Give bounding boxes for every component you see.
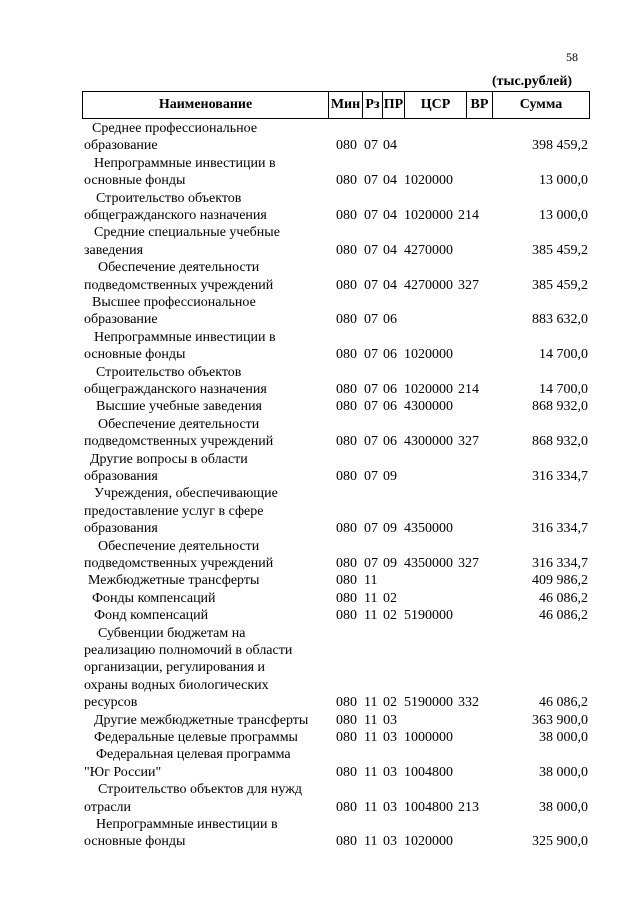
row-name-line: Другие вопросы в области (90, 451, 248, 467)
row-rz: 07 (364, 434, 378, 450)
row-pr: 02 (383, 590, 397, 606)
row-pr: 03 (383, 712, 397, 728)
table-row (0, 590, 640, 607)
row-min: 080 (336, 277, 357, 293)
row-name (84, 572, 334, 589)
header-min: Мин (329, 92, 363, 118)
row-min: 080 (336, 555, 357, 571)
row-name-line: заведения (84, 242, 144, 258)
row-name (84, 746, 334, 781)
table-row (0, 485, 640, 537)
row-sum: 38 000,0 (539, 764, 588, 780)
row-name (84, 781, 334, 816)
row-min: 080 (336, 138, 357, 154)
row-pr: 02 (383, 695, 397, 711)
row-csr: 4350000 (404, 521, 453, 537)
row-rz: 11 (364, 730, 378, 745)
row-min: 080 (336, 730, 357, 745)
row-sum: 363 900,0 (532, 712, 588, 728)
row-name (84, 712, 334, 729)
row-name-line: Непрограммные инвестиции в (94, 329, 276, 345)
row-name-line: Федеральная целевая программа (96, 747, 291, 763)
row-name-line: образование (84, 312, 158, 328)
row-name-line: отрасли (84, 799, 132, 815)
table-row (0, 364, 640, 399)
row-pr: 09 (383, 468, 397, 484)
row-name-line: Непрограммные инвестиции в (96, 817, 278, 832)
row-name-line: Среднее профессиональное (92, 121, 258, 136)
row-sum: 385 459,2 (532, 277, 588, 293)
table-row (0, 729, 640, 746)
row-name-line: образования (84, 469, 158, 484)
row-name-line: ресурсов (84, 695, 138, 711)
row-pr: 03 (383, 730, 397, 745)
row-name-line: основные фонды (84, 834, 186, 850)
row-rz: 07 (364, 277, 378, 293)
row-name-line: общегражданского назначения (84, 208, 267, 223)
row-pr: 03 (383, 799, 397, 815)
row-csr: 4300000 (404, 399, 453, 415)
row-name-line: Федеральные целевые программы (94, 730, 298, 745)
table-row (0, 746, 640, 781)
row-name-line: основные фонды (84, 347, 186, 363)
row-name-line: Обеспечение деятельности (98, 416, 260, 432)
row-sum: 38 000,0 (539, 799, 588, 815)
table-row (0, 190, 640, 225)
row-name (84, 259, 334, 294)
row-name (84, 538, 334, 573)
table-row (0, 572, 640, 589)
row-vr: 214 (458, 381, 479, 397)
table-row (0, 120, 640, 155)
row-csr: 4350000 (404, 555, 453, 571)
table-row (0, 416, 640, 451)
row-name-line: образования (84, 521, 158, 537)
table-row (0, 781, 640, 816)
row-pr: 06 (383, 381, 397, 397)
row-rz: 11 (364, 695, 378, 711)
row-name (84, 329, 334, 364)
row-rz: 07 (364, 521, 378, 537)
table-row (0, 816, 640, 851)
row-min: 080 (336, 712, 357, 728)
row-name-line: Фонд компенсаций (94, 608, 209, 624)
row-name-line: Строительство объектов (96, 190, 242, 206)
units-label: (тыс.рублей) (492, 74, 573, 89)
header-vr: ВР (467, 92, 493, 118)
table-row (0, 712, 640, 729)
row-name-line: общегражданского назначения (84, 382, 267, 397)
row-csr: 1004800 (404, 799, 453, 815)
row-pr: 06 (383, 399, 397, 415)
row-name-line: Непрограммные инвестиции в (94, 155, 276, 171)
row-sum: 868 932,0 (532, 434, 588, 450)
table-row (0, 607, 640, 624)
row-min: 080 (336, 573, 357, 589)
row-name-line: Межбюджетные трансферты (88, 573, 260, 589)
row-sum: 46 086,2 (539, 608, 588, 624)
table-row (0, 625, 640, 712)
table-row (0, 329, 640, 364)
row-pr: 06 (383, 347, 397, 363)
row-name (84, 155, 334, 190)
row-csr: 1020000 (404, 207, 453, 223)
row-min: 080 (336, 521, 357, 537)
table-row (0, 538, 640, 573)
header-pr: ПР (383, 92, 405, 118)
row-sum: 385 459,2 (532, 242, 588, 258)
row-vr: 327 (458, 277, 479, 293)
row-sum: 14 700,0 (539, 347, 588, 363)
row-vr: 214 (458, 207, 479, 223)
row-sum: 868 932,0 (532, 399, 588, 415)
row-name-line: подведомственных учреждений (84, 434, 274, 450)
table-row (0, 451, 640, 486)
row-name (84, 224, 334, 259)
row-sum: 46 086,2 (539, 695, 588, 711)
row-csr: 1020000 (404, 381, 453, 397)
row-name (84, 416, 334, 451)
row-csr: 1020000 (404, 834, 453, 850)
row-pr: 09 (383, 521, 397, 537)
header-csr: ЦСР (405, 92, 467, 118)
row-sum: 316 334,7 (532, 521, 588, 537)
row-vr: 213 (458, 799, 479, 815)
row-name (84, 816, 334, 851)
row-min: 080 (336, 799, 357, 815)
row-name-line: Строительство объектов для нужд (98, 782, 303, 798)
row-rz: 07 (364, 242, 378, 258)
row-sum: 325 900,0 (532, 834, 588, 850)
row-rz: 07 (364, 207, 378, 223)
row-name (84, 398, 334, 415)
row-rz: 07 (364, 173, 378, 189)
row-min: 080 (336, 312, 357, 328)
table-row (0, 155, 640, 190)
row-csr: 4270000 (404, 242, 453, 258)
row-sum: 13 000,0 (539, 207, 588, 223)
row-vr: 327 (458, 555, 479, 571)
row-csr: 4270000 (404, 277, 453, 293)
row-name-line: подведомственных учреждений (84, 556, 274, 571)
row-min: 080 (336, 173, 357, 189)
row-sum: 409 986,2 (532, 573, 588, 589)
header-rz: Рз (363, 92, 383, 118)
row-pr: 04 (383, 138, 397, 154)
row-min: 080 (336, 207, 357, 223)
row-csr: 5190000 (404, 695, 453, 711)
row-pr: 06 (383, 312, 397, 328)
row-sum: 46 086,2 (539, 590, 588, 606)
row-name-line: Учреждения, обеспечивающие (94, 486, 278, 502)
row-min: 080 (336, 608, 357, 624)
row-name-line: основные фонды (84, 173, 186, 189)
row-pr: 04 (383, 207, 397, 223)
row-sum: 398 459,2 (532, 138, 588, 154)
row-name-line: Субвенции бюджетам на (98, 625, 246, 641)
row-rz: 07 (364, 347, 378, 363)
row-name-line: Строительство объектов (96, 364, 242, 380)
row-rz: 11 (364, 764, 378, 780)
row-name-line: Другие межбюджетные трансферты (94, 712, 309, 728)
row-name (84, 590, 334, 607)
row-min: 080 (336, 695, 357, 711)
row-rz: 07 (364, 468, 378, 484)
row-name (84, 364, 334, 399)
row-rz: 07 (364, 399, 378, 415)
row-name-line: организации, регулирования и (84, 660, 266, 676)
row-min: 080 (336, 834, 357, 850)
header-name: Наименование (83, 92, 329, 118)
row-name-line: Фонды компенсаций (92, 590, 216, 606)
row-name (84, 190, 334, 225)
row-name (84, 625, 334, 712)
row-pr: 06 (383, 434, 397, 450)
row-csr: 4300000 (404, 434, 453, 450)
row-name (84, 120, 334, 155)
row-name (84, 294, 334, 329)
row-csr: 5190000 (404, 608, 453, 624)
row-rz: 07 (364, 138, 378, 154)
row-min: 080 (336, 399, 357, 415)
row-name (84, 485, 334, 537)
row-rz: 11 (364, 834, 378, 850)
row-vr: 327 (458, 434, 479, 450)
row-pr: 03 (383, 764, 397, 780)
row-min: 080 (336, 242, 357, 258)
row-csr: 1020000 (404, 347, 453, 363)
row-name-line: Обеспечение деятельности (98, 538, 260, 554)
row-name-line: "Юг России" (84, 764, 162, 780)
row-name-line: образование (84, 138, 158, 154)
row-rz: 11 (364, 573, 378, 589)
row-name-line: Высшие учебные заведения (96, 399, 262, 415)
row-name-line: предоставление услуг в сфере (84, 503, 264, 519)
table-row (0, 398, 640, 415)
row-csr: 1000000 (404, 730, 453, 745)
row-min: 080 (336, 434, 357, 450)
row-sum: 883 632,0 (532, 312, 588, 328)
row-name-line: подведомственных учреждений (84, 277, 274, 293)
table-row (0, 294, 640, 329)
row-min: 080 (336, 347, 357, 363)
row-vr: 332 (458, 695, 479, 711)
row-name (84, 729, 334, 746)
header-sum: Сумма (519, 97, 563, 112)
row-sum: 13 000,0 (539, 173, 588, 189)
row-pr: 04 (383, 173, 397, 189)
row-rz: 07 (364, 381, 378, 397)
row-rz: 07 (364, 555, 378, 571)
row-sum: 38 000,0 (539, 730, 588, 745)
row-pr: 03 (383, 834, 397, 850)
row-rz: 11 (364, 712, 378, 728)
table-row (0, 224, 640, 259)
row-rz: 11 (364, 590, 378, 606)
row-pr: 04 (383, 242, 397, 258)
table-row (0, 259, 640, 294)
row-sum: 316 334,7 (532, 468, 588, 484)
row-name-line: реализацию полномочий в области (84, 643, 293, 658)
row-min: 080 (336, 590, 357, 606)
row-pr: 09 (383, 555, 397, 571)
row-pr: 04 (383, 277, 397, 293)
row-name (84, 451, 334, 486)
row-rz: 07 (364, 312, 378, 328)
row-name-line: Обеспечение деятельности (98, 260, 260, 276)
row-csr: 1020000 (404, 173, 453, 189)
row-sum: 14 700,0 (539, 381, 588, 397)
row-name-line: Средние специальные учебные (94, 225, 280, 241)
row-name-line: Высшее профессиональное (92, 295, 256, 310)
row-name (84, 607, 334, 624)
row-csr: 1004800 (404, 764, 453, 780)
row-name-line: охраны водных биологических (84, 677, 269, 693)
row-rz: 11 (364, 799, 378, 815)
row-min: 080 (336, 764, 357, 780)
row-min: 080 (336, 381, 357, 397)
row-pr: 02 (383, 608, 397, 624)
row-min: 080 (336, 468, 357, 484)
row-sum: 316 334,7 (532, 555, 588, 571)
page-number: 58 (566, 50, 578, 64)
row-rz: 11 (364, 608, 378, 624)
